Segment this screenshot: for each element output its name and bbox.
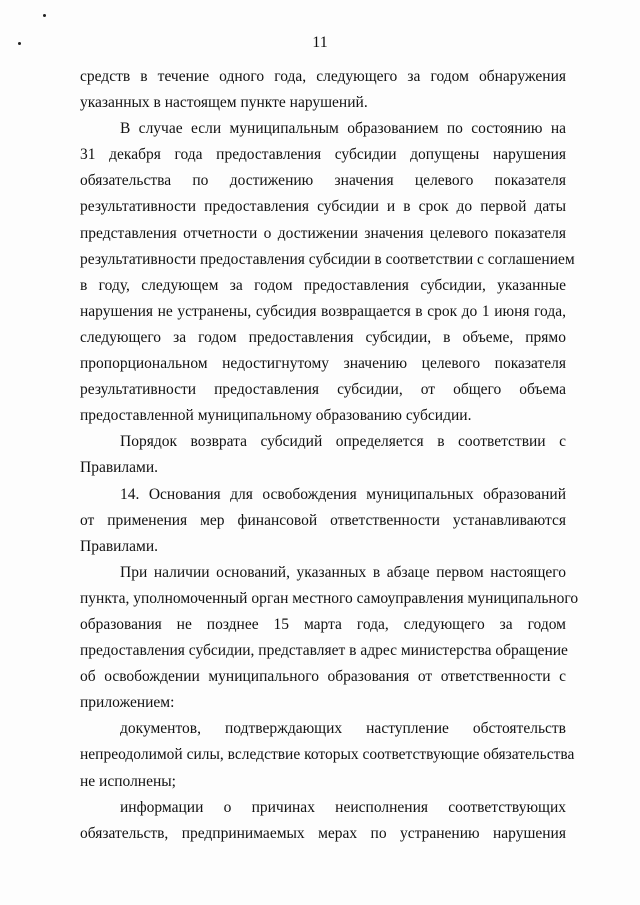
text-line: результативности предоставления субсидии и в срок до первой даты [80,198,566,216]
scan-speck [43,14,46,17]
text-line: предоставления субсидии, представляет в адрес министерства обращение [80,642,568,660]
text-line: приложением: [80,694,175,712]
text-line: средств в течение одного года, следующего за годом обнаружения [80,68,566,85]
text-line: указанных в настоящем пункте нарушений. [80,94,368,112]
text-line: пропорциональном недостигнутому значению целевого показателя [80,355,566,373]
text-line: представления отчетности о достижении значения целевого показателя [80,224,566,242]
document-body [80,64,579,847]
text-line: документов, подтверждающих наступление обстоятельств [120,720,566,738]
text-line: в году, следующем за годом предоставления субсидии, указанные [80,276,566,294]
text-line: предоставленной муниципальному образованию субсидии. [80,407,472,425]
text-line: следующего за годом предоставления субсидии, в объеме, прямо [80,328,566,346]
text-line: результативности предоставления субсидии, от общего объема [80,381,566,399]
text-line: Правилами. [80,537,159,555]
text-line: Порядок возврата субсидий определяется в соответствии с [120,433,566,451]
text-line: нарушения не устранены, субсидия возвращается в срок до 1 июня года, [80,302,566,320]
text-line: пункта, уполномоченный орган местного самоуправления муниципального [80,589,579,607]
page-number: 11 [312,34,328,51]
text-line: информации о причинах неисполнения соответствующих [120,798,566,816]
text-line: При наличии оснований, указанных в абзаце первом настоящего [120,563,566,581]
text-line: не исполнены; [80,772,176,790]
text-line: обязательств, предпринимаемых мерах по устранению нарушения [80,824,566,842]
text-line: обязательства по достижению значения целевого показателя [80,172,566,190]
text-line: об освобождении муниципального образования от ответственности с [80,668,566,686]
text-line: В случае если муниципальным образованием по состоянию на [120,120,566,138]
text-line: непреодолимой силы, вследствие которых соответствующие обязательства [80,746,575,764]
text-line: Правилами. [80,459,159,477]
text-line: образования не позднее 15 марта года, следующего за годом [80,615,566,633]
text-line: результативности предоставления субсидии в соответствии с соглашением [80,250,575,268]
text-line: 31 декабря года предоставления субсидии допущены нарушения [80,146,566,164]
text-line: от применения мер финансовой ответственности устанавливаются [80,511,566,529]
text-line: 14. Основания для освобождения муниципальных образований [120,485,566,503]
